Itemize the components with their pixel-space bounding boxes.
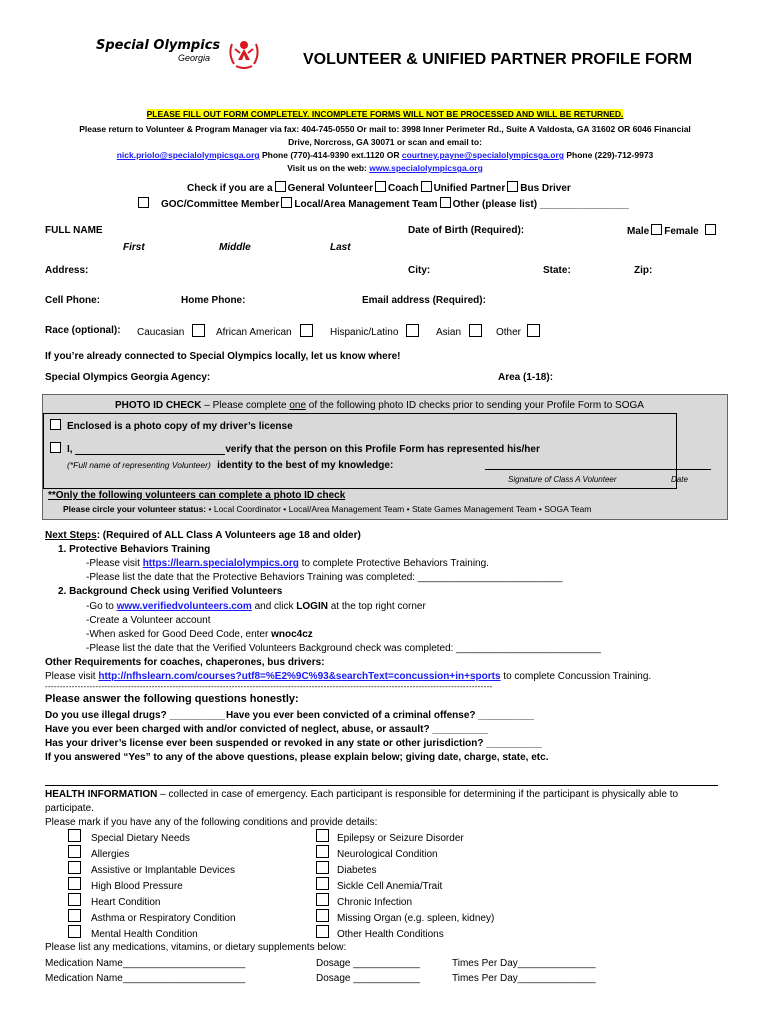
email-link-courtney[interactable]: courtney.payne@specialolympicsga.org: [401, 150, 564, 160]
warning-row: [0, 109, 770, 119]
bg-code-row: -When asked for Good Deed Code, enter wnoc4cz: [86, 629, 313, 640]
verified-volunteers-link[interactable]: www.verifiedvolunteers.com: [116, 601, 252, 612]
license-copy-checkbox[interactable]: [50, 419, 61, 430]
bg-check-title: 2. Background Check using Verified Volunteers: [58, 586, 283, 597]
next-steps-title: Next Steps: (Required of ALL Class A Volunteers age 18 and older): [45, 530, 361, 541]
female-checkbox[interactable]: [705, 224, 716, 235]
question-criminal-offense: Have you ever been convicted of a criminal offense? __________: [226, 710, 534, 721]
health-checkbox[interactable]: [316, 845, 329, 858]
health-item: Assistive or Implantable Devices: [68, 861, 235, 876]
signature-line[interactable]: [485, 469, 711, 470]
health-checkbox[interactable]: [68, 861, 81, 874]
health-checkbox[interactable]: [68, 925, 81, 938]
health-checkbox[interactable]: [316, 861, 329, 874]
general-volunteer-checkbox[interactable]: [275, 181, 286, 192]
unified-partner-label: Unified Partner: [433, 183, 506, 194]
health-item: Neurological Condition: [316, 845, 438, 860]
dash-separator: -------------------------------------------------------------------------------------------------------------------------------------------------------: [45, 682, 493, 691]
health-checkbox[interactable]: [316, 925, 329, 938]
bg-create-row: -Create a Volunteer account: [86, 615, 211, 626]
area-label: Area (1-18):: [498, 372, 554, 383]
volunteer-type-row-1: [187, 181, 571, 194]
african-american-checkbox[interactable]: [300, 324, 313, 337]
state-label: State:: [543, 265, 571, 276]
health-item: High Blood Pressure: [68, 877, 183, 892]
agency-label: Special Olympics Georgia Agency:: [45, 372, 211, 383]
verify-checkbox[interactable]: [50, 442, 61, 453]
male-checkbox[interactable]: [651, 224, 662, 235]
email-label: Email address (Required):: [362, 295, 486, 306]
pbt-date-row: -Please list the date that the Protective Behaviors Training was completed: __________________________: [86, 572, 563, 583]
protective-behaviors-link[interactable]: https://learn.specialolympics.org: [142, 558, 299, 569]
goc-label: GOC/Committee Member: [161, 199, 280, 210]
dosage-2[interactable]: Dosage ____________: [316, 973, 420, 984]
photo-id-option-2: I, verify that the person on this Profile Form has represented his/her: [48, 442, 540, 455]
caucasian-checkbox[interactable]: [192, 324, 205, 337]
phone-courtney: Phone (229)-712-9973: [563, 150, 654, 160]
cell-phone-label: Cell Phone:: [45, 295, 101, 306]
pbt-title: 1. Protective Behaviors Training: [58, 544, 211, 555]
bus-driver-label: Bus Driver: [520, 183, 571, 194]
photo-id-box: [42, 394, 728, 520]
medications-prompt: Please list any medications, vitamins, or dietary supplements below:: [45, 942, 347, 953]
email-link-nick[interactable]: nick.priolo@specialolympicsga.org: [116, 150, 260, 160]
page-title: VOLUNTEER & UNIFIED PARTNER PROFILE FORM: [303, 51, 693, 68]
health-checkbox[interactable]: [68, 877, 81, 890]
other-requirements: Other Requirements for coaches, chaperones, bus drivers:: [45, 657, 325, 668]
logo-text-line2: Georgia: [178, 53, 211, 63]
dosage-1[interactable]: Dosage ____________: [316, 958, 420, 969]
web-line: [0, 163, 770, 173]
web-prefix: Visit us on the web:: [287, 163, 370, 173]
website-link[interactable]: www.specialolympicsga.org: [369, 163, 483, 173]
health-item: Asthma or Respiratory Condition: [68, 909, 236, 924]
good-deed-code: wnoc4cz: [271, 629, 313, 640]
race-option-other: Other: [496, 324, 540, 338]
other-race-checkbox[interactable]: [527, 324, 540, 337]
city-label: City:: [408, 265, 431, 276]
health-item: Diabetes: [316, 861, 376, 876]
hispanic-checkbox[interactable]: [406, 324, 419, 337]
address-label: Address:: [45, 265, 89, 276]
question-illegal-drugs: Do you use illegal drugs? __________: [45, 710, 226, 721]
circle-status-row: Please circle your volunteer status: • Local Coordinator • Local/Area Management Team • State Games Management Team • SOGA Team: [63, 504, 592, 514]
coach-checkbox[interactable]: [375, 181, 386, 192]
bg-date-row: -Please list the date that the Verified Volunteers Background check was completed: __________________________: [86, 643, 601, 654]
coach-label: Coach: [388, 183, 419, 194]
health-checkbox[interactable]: [316, 893, 329, 906]
concussion-training-link[interactable]: http://nfhslearn.com/courses?utf8=%E2%9C%93&searchText=concussion+in+sports: [98, 671, 501, 682]
home-phone-label: Home Phone:: [181, 295, 246, 306]
health-item: Heart Condition: [68, 893, 160, 908]
pbt-visit-row: -Please visit https://learn.specialolympics.org to complete Protective Behaviors Training.: [86, 558, 489, 569]
local-area-team-checkbox[interactable]: [281, 197, 292, 208]
return-line-2: Drive, Norcross, GA 30071 or scan and email to:: [288, 137, 482, 147]
health-checkbox[interactable]: [316, 909, 329, 922]
health-mark-prompt: Please mark if you have any of the following conditions and provide details:: [45, 817, 378, 828]
health-item: Chronic Infection: [316, 893, 412, 908]
health-checkbox[interactable]: [68, 829, 81, 842]
zip-label: Zip:: [634, 265, 653, 276]
times-per-day-1[interactable]: Times Per Day______________: [452, 958, 596, 969]
health-item: Epilepsy or Seizure Disorder: [316, 829, 464, 844]
local-area-team-label: Local/Area Management Team: [294, 199, 438, 210]
question-license-suspended: Has your driver’s license ever been suspended or revoked in any state or other jurisdiction? __________: [45, 738, 542, 749]
health-checkbox[interactable]: [68, 893, 81, 906]
full-name-label: FULL NAME: [45, 225, 103, 236]
bg-goto-row: -Go to www.verifiedvolunteers.com and click LOGIN at the top right corner: [86, 601, 426, 612]
volunteer-type-row-2: [136, 197, 629, 210]
health-checkbox[interactable]: [68, 845, 81, 858]
rep-note-row: (*Full name of representing Volunteer) identity to the best of my knowledge:: [67, 460, 394, 471]
gender-row: [627, 224, 718, 237]
medication-name-2[interactable]: Medication Name______________________: [45, 973, 246, 984]
race-option-hispanic: Hispanic/Latino: [330, 324, 419, 338]
health-item: Other Health Conditions: [316, 925, 444, 940]
goc-checkbox[interactable]: [138, 197, 149, 208]
logo: [96, 38, 286, 74]
health-checkbox[interactable]: [316, 877, 329, 890]
dob-label: Date of Birth (Required):: [408, 225, 525, 236]
return-line-1: Please return to Volunteer & Program Manager via fax: 404-745-0550 Or mail to: 3998 Inner Perimeter Rd., Suite A Valdosta, GA 31602 OR 6046 Financial: [79, 124, 691, 134]
last-label: Last: [330, 242, 351, 253]
race-option-asian: Asian: [436, 324, 482, 338]
photo-id-title: PHOTO ID CHECK – Please complete one of the following photo ID checks prior to sending your Profile Form to SOGA: [115, 400, 644, 411]
question-neglect-abuse: Have you ever been charged with and/or convicted of neglect, abuse, or assault? __________: [45, 724, 488, 735]
race-label: Race (optional):: [45, 325, 121, 336]
medication-name-1[interactable]: Medication Name______________________: [45, 958, 246, 969]
date-caption: Date: [671, 475, 688, 484]
bus-driver-checkbox[interactable]: [507, 181, 518, 192]
unified-partner-checkbox[interactable]: [421, 181, 432, 192]
race-option-african-american: African American: [216, 324, 313, 338]
contact-line: [0, 150, 770, 160]
signature-caption: Signature of Class A Volunteer: [508, 475, 617, 484]
health-checkbox[interactable]: [68, 909, 81, 922]
questions-title: Please answer the following questions honestly:: [45, 693, 299, 705]
explanation-line[interactable]: [45, 785, 718, 786]
health-checkbox[interactable]: [316, 829, 329, 842]
first-label: First: [123, 242, 145, 253]
health-intro: HEALTH INFORMATION – collected in case of emergency. Each participant is responsible for determining if the participant is physically able to: [45, 789, 679, 800]
times-per-day-2[interactable]: Times Per Day______________: [452, 973, 596, 984]
race-option-caucasian: Caucasian: [137, 324, 205, 338]
special-olympics-emblem-icon: [224, 36, 264, 72]
asian-checkbox[interactable]: [469, 324, 482, 337]
question-explain: If you answered “Yes” to any of the above questions, please explain below; giving date, charge, state, etc.: [45, 752, 549, 763]
rep-name-line[interactable]: [75, 454, 225, 455]
health-item: Allergies: [68, 845, 129, 860]
check-prefix: Check if you are a: [187, 183, 273, 194]
health-intro-line2: participate.: [45, 803, 94, 814]
health-item: Sickle Cell Anemia/Trait: [316, 877, 442, 892]
connected-prompt: If you’re already connected to Special Olympics locally, let us know where!: [45, 351, 401, 362]
other-type-checkbox[interactable]: [440, 197, 451, 208]
photo-id-option-1: Enclosed is a photo copy of my driver’s license: [48, 419, 293, 432]
other-type-label: Other (please list) ________________: [452, 199, 629, 210]
male-label: Male: [627, 226, 650, 237]
health-item: Mental Health Condition: [68, 925, 198, 940]
health-item: Missing Organ (e.g. spleen, kidney): [316, 909, 494, 924]
middle-label: Middle: [219, 242, 251, 253]
phone-nick: Phone (770)-414-9390 ext.1120 OR: [259, 150, 402, 160]
health-item: Special Dietary Needs: [68, 829, 190, 844]
general-volunteer-label: General Volunteer: [287, 183, 373, 194]
only-following-title: **Only the following volunteers can complete a photo ID check: [48, 490, 346, 501]
incomplete-warning: PLEASE FILL OUT FORM COMPLETELY. INCOMPLETE FORMS WILL NOT BE PROCESSED AND WILL BE RETURNED.: [146, 109, 624, 119]
logo-text-line1: Special Olympics: [96, 38, 221, 53]
concussion-row: Please visit http://nfhslearn.com/courses?utf8=%E2%9C%93&searchText=concussion+in+sports to complete Concussion Training.: [45, 671, 652, 682]
female-label: Female: [664, 226, 699, 237]
